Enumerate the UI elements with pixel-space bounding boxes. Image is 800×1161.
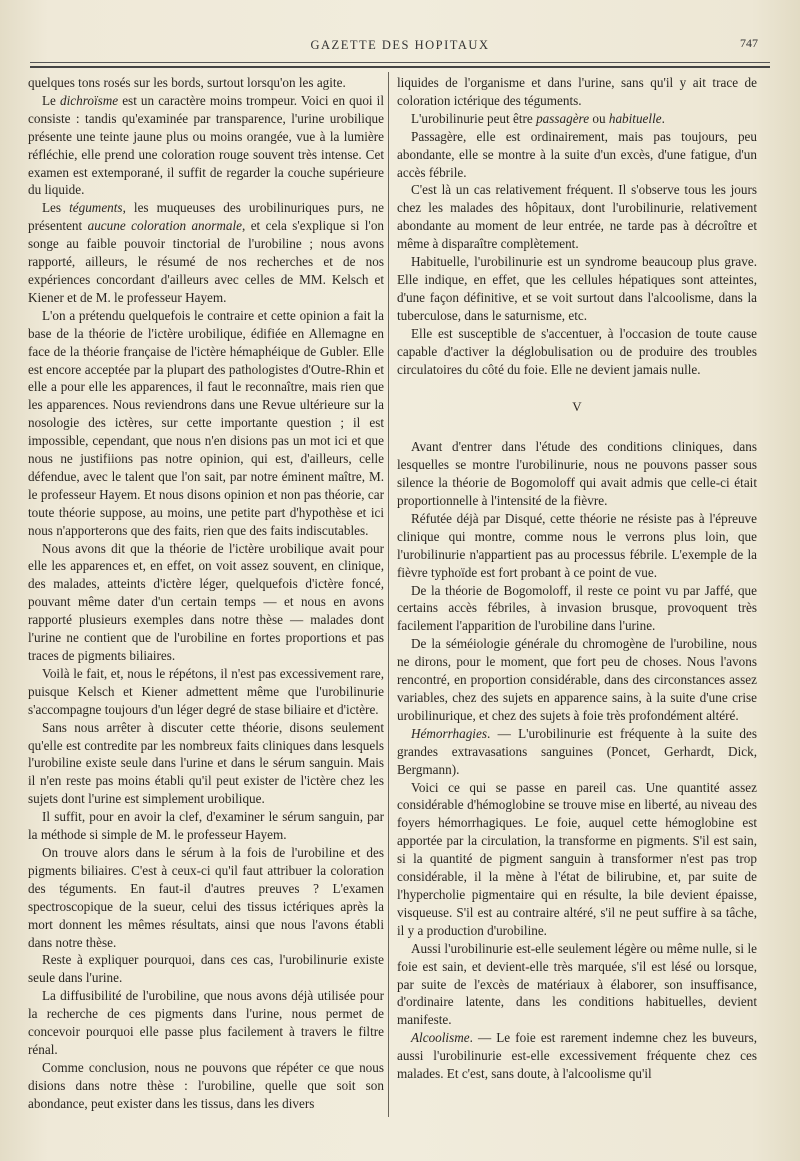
header-rule-thick bbox=[30, 66, 770, 68]
paragraph bbox=[397, 253, 757, 325]
paragraph bbox=[397, 74, 757, 110]
paragraph-text: , les muqueuses des urobilinuriques purs, ne présentent bbox=[28, 200, 384, 234]
header-rule-thin bbox=[30, 62, 770, 63]
paragraph-text: Passagère, elle est ordinairement, mais pas toujours, peu abondante, elle se montre à la suite d'un excès, d'une fatigue, d'un accès fébrile. bbox=[397, 128, 757, 180]
paragraph-text: . — Le foie est rarement indemne chez les buveurs, aussi l'urobilinurie est-elle excessivement fréquente chez ces malades. Et c'est, sans doute, à l'alcoolisme qu'il bbox=[397, 1030, 757, 1082]
paragraph bbox=[28, 665, 384, 719]
paragraph bbox=[397, 438, 757, 510]
italic-term: habituelle bbox=[608, 110, 662, 126]
journal-title: GAZETTE DES HOPITAUX bbox=[310, 38, 490, 52]
italic-term: Hémorrhagies bbox=[411, 725, 487, 741]
paragraph bbox=[397, 940, 757, 1030]
paragraph-text: . — L'urobilinurie est fréquente à la suite des grandes extravasations sanguines (Poncet, Gerhardt, Dick, Bergmann). bbox=[397, 725, 757, 777]
paragraph bbox=[28, 987, 384, 1059]
paragraph-text: Habituelle, l'urobilinurie est un syndrome beaucoup plus grave. Elle indique, en effet, que les cellules hépatiques sont atteintes, d'une façon définitive, et se voit surtout dans l'alcoolisme, dans la tuberculose, dans le saturnisme, etc. bbox=[397, 254, 757, 323]
paragraph bbox=[397, 510, 757, 582]
paragraph-text: liquides de l'organisme et dans l'urine, sans qu'il y ait trace de coloration ictérique des téguments. bbox=[397, 75, 757, 108]
paragraph bbox=[28, 844, 384, 951]
paragraph bbox=[28, 74, 384, 92]
paragraph bbox=[28, 1059, 384, 1113]
paragraph-text: L'on a prétendu quelquefois le contraire et cette opinion a fait la base de la théorie de l'ictère urobilique, édifiée en Allemagne en face de la théorie française de l'ictère hémaphéique de Gubler. Elle est encore acceptée par la plupart des pathologistes d'Outre-Rhin et elle a pour elle les apparences, il faut le reconnaître, mais rien que les apparences. Nous reviendrons dans une Revue ultérieure sur la nosologie des ictères, sur cette importante question ; il est impossible, cependant, que nous n'en disions pas un mot ici et que nous ne justifiions pas notre opinion, qui est, d'ailleurs, celle défendue, avec le talent que l'on sait, par notre éminent maître, M. le professeur Hayem. Et nous disons opinion et non pas théorie, car toute théorie suppose, au moins, une petite part d'hypothèse et ici nous n'apporterons que des faits, rien que des faits indiscutables. bbox=[28, 307, 384, 538]
paragraph bbox=[397, 779, 757, 940]
paragraph-text: De la théorie de Bogomoloff, il reste ce point vu par Jaffé, que certains accès fébriles, à invasion brusque, provoquent très facilement l'apparition de l'urobiline dans l'urine. bbox=[397, 582, 757, 634]
right-column-top bbox=[397, 74, 757, 378]
paragraph bbox=[28, 92, 384, 199]
paragraph bbox=[397, 582, 757, 636]
paragraph-text: quelques tons rosés sur les bords, surtout lorsqu'on les agite. bbox=[28, 75, 346, 90]
paragraph bbox=[397, 635, 757, 725]
paragraph-text: Comme conclusion, nous ne pouvons que répéter ce que nous disions dans notre thèse : l'urobiline, quelle que soit son abondance, peut exister dans les tissus, dans les divers bbox=[28, 1059, 384, 1111]
italic-term: dichroïsme bbox=[60, 92, 119, 108]
paragraph-text: Il suffit, pour en avoir la clef, d'examiner le sérum sanguin, par la méthode si simple de M. le professeur Hayem. bbox=[28, 809, 384, 843]
right-column-bottom bbox=[397, 438, 757, 1083]
paragraph-text: Voici ce qui se passe en pareil cas. Une quantité assez considérable d'hémoglobine se trouve mise en liberté, au niveau des foyers hémorrhagiques. Le foie, auquel cette hémoglobine est apportée par la circulation, la transforme en pigments. S'il est sain, si la quantité de pigment sanguin à transformer n'est pas trop considérable, il la mène à l'état de bilirubine, et, par suite de l'hypercholie pigmentaire qui en résulte, la bile devient épaisse, visqueuse. S'il est au contraire altéré, s'il ne peut suffire à sa tâche, il y a production d'urobiline. bbox=[397, 779, 757, 938]
paragraph-text: Elle est susceptible de s'accentuer, à l'occasion de toute cause capable d'activer la déglobulisation ou de produire des troubles circulatoires du côté du foie. Elle ne devient jamais nulle. bbox=[397, 325, 757, 377]
paragraph-text: Nous avons dit que la théorie de l'ictère urobilique avait pour elle les apparences et, en effet, on voit assez souvent, en clinique, des malades, atteints d'ictère léger, quelquefois d'ictère foncé, pouvant même dater d'un certain temps — et nous en avons rapporté plusieurs exemples dans notre thèse — malades dont l'urine ne contient que de l'urobiline en fortes proportions et pas traces de pigments biliaires. bbox=[28, 540, 384, 663]
italic-term: Alcoolisme bbox=[411, 1030, 470, 1046]
paragraph-text: La diffusibilité de l'urobiline, que nous avons déjà utilisée pour la recherche de ces pigments dans l'urine, nous permet de concevoir pourquoi elle passe plus facilement à travers le filtre rénal. bbox=[28, 988, 384, 1057]
right-column bbox=[397, 74, 757, 1083]
paragraph-text: Sans nous arrêter à discuter cette théorie, disons seulement qu'elle est contredite par les nombreux faits cliniques dans lesquels l'urobiline existe seule dans l'urine et dans le sérum sanguin. Mais il n'en reste pas moins établi qu'il peut exister de l'ictère chez les sujets dont l'urine est simplement urobilique. bbox=[28, 719, 384, 807]
section-heading: V bbox=[572, 399, 582, 415]
page-number: 747 bbox=[740, 36, 758, 50]
paragraph-text: Reste à expliquer pourquoi, dans ces cas, l'urobilinurie existe seule dans l'urine. bbox=[28, 952, 384, 986]
paragraph-text: ou bbox=[589, 110, 609, 126]
paragraph-text: L'urobilinurie peut être bbox=[411, 110, 537, 126]
paragraph-text: Voilà le fait, et, nous le répétons, il n'est pas excessivement rare, puisque Kelsch et Kiener admettent même que l'urobilinurie s'accompagne toujours d'un léger degré de stase biliaire et d'ictère. bbox=[28, 665, 384, 717]
paragraph-text: Réfutée déjà par Disqué, cette théorie ne résiste pas à l'épreuve clinique qui montre, comme nous le verrons plus loin, que l'urobilinurie n'appartient pas au processus fébrile. L'exemple de la fièvre typhoïde est fort probant à ce point de vue. bbox=[397, 510, 757, 580]
paragraph bbox=[28, 808, 384, 844]
paragraph bbox=[28, 951, 384, 987]
column-divider bbox=[388, 72, 389, 1117]
paragraph-text: , et cela s'explique si l'on songe au faible pouvoir tinctorial de l'urobiline ; nous avons rapporté, ailleurs, le résumé de nos recherches et de nos expériences concordant d'ailleurs avec celles de MM. Kelsch et Kiener et de M. le professeur Hayem. bbox=[28, 218, 384, 305]
paragraph-text: Les bbox=[42, 200, 70, 216]
paragraph-text: C'est là un cas relativement fréquent. Il s'observe tous les jours chez les malades des hôpitaux, dont l'urobilinurie, relativement abondante au moment de leur entrée, ne tarde pas à décroître et même à disparaître complètement. bbox=[397, 182, 757, 252]
paragraph bbox=[397, 325, 757, 379]
paragraph bbox=[397, 1029, 757, 1083]
paragraph bbox=[397, 725, 757, 779]
paragraph-text: . bbox=[661, 110, 665, 126]
italic-term: aucune coloration anormale bbox=[87, 218, 242, 234]
paragraph-text: Aussi l'urobilinurie est-elle seulement légère ou même nulle, si le foie est sain, et devient-elle très marquée, s'il est lésé ou lorsque, par suite de l'excès de matériaux à élaborer, son insuffisance, d'ordinaire latente, dans les conditions habituelles, devient manifeste. bbox=[397, 940, 757, 1028]
paragraph bbox=[397, 181, 757, 253]
paragraph-text: est un caractère moins trompeur. Voici en quoi il consiste : tandis qu'examinée par transparence, l'urine urobilique présente une teinte jaune plus ou moins orangée, vue à la lumière réfléchie, elle prend une coloration rouge souvent très intense. Cet examen est extemporané, il suffit de regarder la couche supérieure du liquide. bbox=[28, 92, 384, 198]
paragraph bbox=[28, 307, 384, 540]
paragraph bbox=[28, 199, 384, 306]
paragraph-text: Le bbox=[42, 92, 60, 108]
italic-term: téguments bbox=[69, 200, 123, 216]
running-header bbox=[30, 36, 770, 58]
paragraph-text: Avant d'entrer dans l'étude des conditions cliniques, dans lesquelles se montre l'urobilinurie, nous ne pouvons passer sous silence la théorie de Bogomoloff qui avait admis que celle-ci était proportionnelle à l'intensité de la fièvre. bbox=[397, 439, 757, 509]
left-column bbox=[28, 74, 384, 1113]
paragraph bbox=[28, 719, 384, 809]
italic-term: passagère bbox=[536, 110, 590, 126]
paragraph bbox=[397, 110, 757, 128]
paragraph-text: De la séméiologie générale du chromogène de l'urobiline, nous ne dirons, pour le moment, que fort peu de choses. Nous l'avons rencontré, en proportion considérable, dans des circonstances assez variables, chez des sujets en apparence sains, à la suite d'une crise urobilinurique, et chez des sujets à foie très profondément altéré. bbox=[397, 636, 757, 723]
paragraph bbox=[28, 540, 384, 665]
paragraph bbox=[397, 128, 757, 182]
paragraph-text: On trouve alors dans le sérum à la fois de l'urobiline et des pigments biliaires. C'est à ceux-ci qu'il faut attribuer la coloration des téguments. En faut-il d'autres preuves ? L'examen spectroscopique de la sueur, celui des tissus ictériques après la mort donnent les mêmes résultats, ainsi que nous l'avons établi dans notre thèse. bbox=[28, 844, 384, 950]
